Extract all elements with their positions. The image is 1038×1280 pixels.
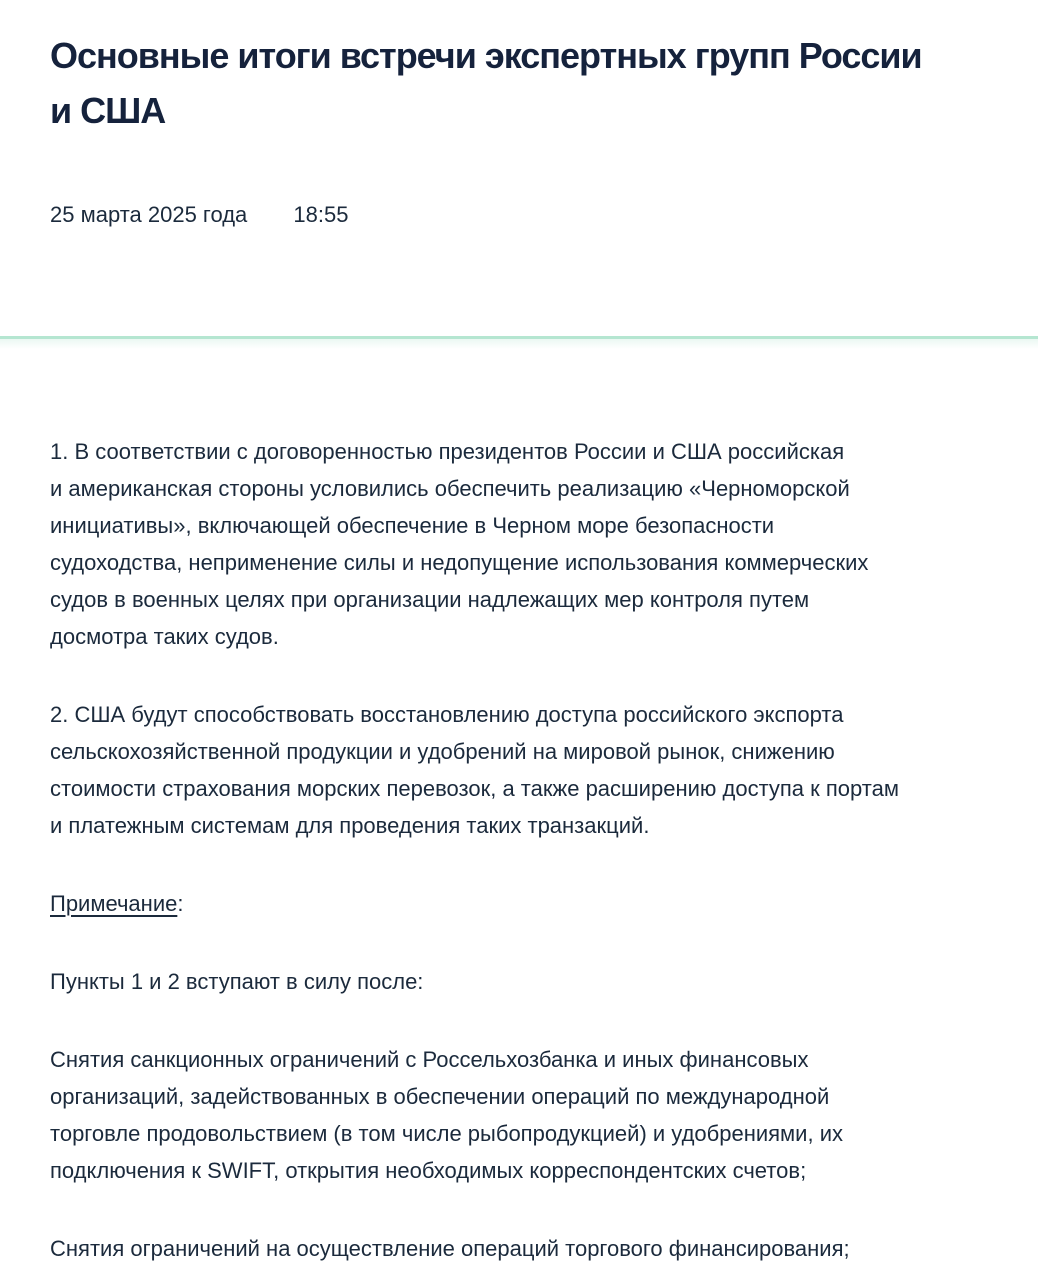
article-meta <box>50 202 968 228</box>
article-paragraph <box>50 1041 968 1189</box>
paragraph-line: 2. США будут способствовать восстановлению доступа российского экспорта <box>50 702 844 727</box>
paragraph-line: сельскохозяйственной продукции и удобрений на мировой рынок, снижению <box>50 739 835 764</box>
article-date: 25 марта 2025 года <box>50 202 248 227</box>
paragraph-line: подключения к SWIFT, открытия необходимых корреспондентских счетов; <box>50 1158 807 1183</box>
article-paragraph <box>50 1230 968 1267</box>
paragraph-line: судов в военных целях при организации надлежащих мер контроля путем <box>50 587 810 612</box>
paragraph-line: стоимости страхования морских перевозок, а также расширению доступа к портам <box>50 776 899 801</box>
page-title <box>50 28 968 138</box>
article-paragraph <box>50 963 968 1000</box>
paragraph-line: судоходства, неприменение силы и недопущение использования коммерческих <box>50 550 869 575</box>
article-paragraph <box>50 696 968 844</box>
article-time: 18:55 <box>293 202 349 227</box>
article-body <box>0 349 1038 1267</box>
paragraph-line: инициативы», включающей обеспечение в Черном море безопасности <box>50 513 775 538</box>
paragraph-line: Снятия ограничений на осуществление операций торгового финансирования; <box>50 1236 850 1261</box>
paragraph-line: торговле продовольствием (в том числе рыбопродукцией) и удобрениями, их <box>50 1121 843 1146</box>
paragraph-line: досмотра таких судов. <box>50 624 279 649</box>
paragraph-line: 1. В соответствии с договоренностью президентов России и США российская <box>50 439 845 464</box>
section-divider-fade <box>0 339 1038 349</box>
underlined-text: Примечание <box>50 891 178 916</box>
article-header <box>0 0 1038 228</box>
page-title-line: Основные итоги встречи экспертных групп России <box>50 35 922 76</box>
paragraph-line: и платежным системам для проведения таких транзакций. <box>50 813 650 838</box>
paragraph-line: Снятия санкционных ограничений с Россельхозбанка и иных финансовых <box>50 1047 809 1072</box>
paragraph-line: и американская стороны условились обеспечить реализацию «Черноморской <box>50 476 850 501</box>
paragraph-line: организаций, задействованных в обеспечении операций по международной <box>50 1084 830 1109</box>
article-paragraph <box>50 433 968 655</box>
paragraph-line: Пункты 1 и 2 вступают в силу после: <box>50 969 424 994</box>
article-paragraph: Примечание: <box>50 891 184 916</box>
page-title-line: и США <box>50 90 166 131</box>
